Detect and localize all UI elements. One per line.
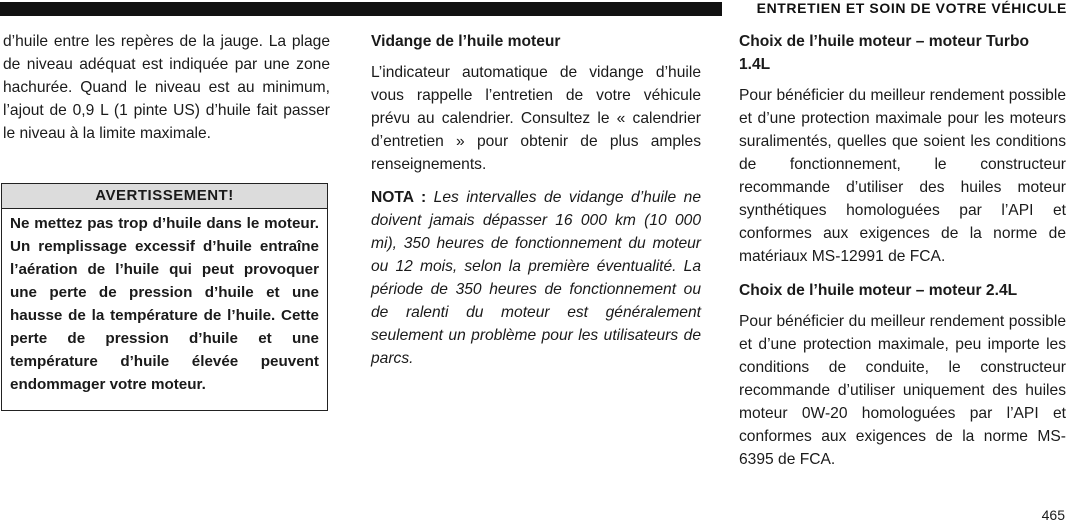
warning-body: Ne mettez pas trop d’huile dans le moteur. Un remplissage excessif d’huile entraîne l’aération de l’huile qui peut provoquer une perte de pression d’huile et une hausse de la température de l’huile. Cette perte de pression d’huile et une température d’huile élevée peuvent endommager votre moteur.	[10, 215, 319, 393]
heading-oil-change: Vidange de l’huile moteur	[371, 33, 561, 50]
section-title: ENTRETIEN ET SOIN DE VOTRE VÉHICULE	[756, 0, 1067, 16]
column-middle	[371, 30, 701, 370]
oil-change-paragraph: L’indicateur automatique de vidange d’huile vous rappelle l’entretien de votre véhicule prévu au calendrier. Consultez le « calendrier d’entretien » pour obtenir de plus amples renseignements.	[371, 64, 701, 173]
intro-paragraph: d’huile entre les repères de la jauge. La plage de niveau adéquat est indiquée par une zone hachurée. Quand le niveau est au minimum, l’ajout de 0,9 L (1 pinte US) d’huile fait passer le niveau à la limite maximale.	[3, 33, 330, 142]
column-right	[739, 30, 1066, 471]
warning-box	[1, 183, 328, 411]
warning-title: AVERTISSEMENT!	[2, 184, 327, 209]
column-left	[3, 30, 330, 145]
oil-24-paragraph: Pour bénéficier du meilleur rendement possible et d’une protection maximale, peu importe les conditions de conduite, le constructeur recommande d’utiliser uniquement des huiles moteur 0W-20 homologuées par l’API et conformes aux exigences de la norme MS-6395 de FCA.	[739, 313, 1066, 468]
heading-oil-turbo: Choix de l’huile moteur – moteur Turbo 1.4L	[739, 33, 1029, 73]
nota-text: Les intervalles de vidange d’huile ne doivent jamais dépasser 16 000 km (10 000 mi), 350 heures de fonctionnement du moteur ou 12 mois, selon la première éventualité. La période de 350 heures de fonctionnement ou de ralenti du moteur est généralement seulement un problème pour les utilisateurs de parcs.	[371, 189, 701, 367]
heading-oil-24: Choix de l’huile moteur – moteur 2.4L	[739, 282, 1018, 299]
oil-turbo-paragraph: Pour bénéficier du meilleur rendement possible et d’une protection maximale pour les moteurs suralimentés, quelles que soient les conditions de fonctionnement, le constructeur recommande d’utiliser des huiles moteur synthétiques homologuées par l’API et conformes aux exigences de la norme de matériaux MS-12991 de FCA.	[739, 87, 1066, 265]
nota-label: NOTA :	[371, 189, 427, 206]
nota-paragraph	[371, 186, 701, 370]
page-number: 465	[1041, 507, 1065, 523]
